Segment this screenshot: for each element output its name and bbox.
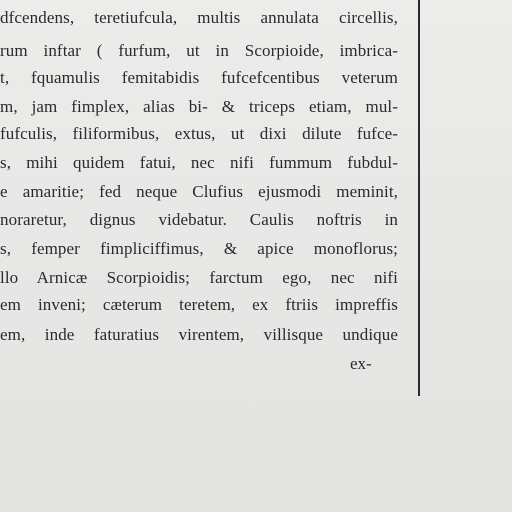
text-line: em inveni; cæterum teretem, ex ftriis impreffis [0, 295, 398, 314]
text-line: fufculis, filiformibus, extus, ut dixi dilute fufce- [0, 124, 398, 143]
text-line: dfcendens, teretiufcula, multis annulata circellis, [0, 8, 398, 27]
text-line: s, mihi quidem fatui, nec nifi fummum fubdul- [0, 153, 398, 172]
text-line: em, inde faturatius virentem, villisque undique [0, 325, 398, 344]
catchword: ex- [350, 354, 372, 373]
text-line: t, fquamulis femitabidis fufcefcentibus veterum [0, 68, 398, 87]
text-line: e amaritie; fed neque Clufius ejusmodi meminit, [0, 182, 398, 201]
text-line: noraretur, dignus videbatur. Caulis noftris in [0, 210, 398, 229]
text-line: m, jam fimplex, alias bi- & triceps etiam, mul- [0, 97, 398, 116]
text-line: llo Arnicæ Scorpioidis; farctum ego, nec nifi [0, 268, 398, 287]
text-line: s, femper fimpliciffimus, & apice monoflorus; [0, 239, 398, 258]
vertical-rule [418, 0, 420, 396]
text-line: rum inftar ( furfum, ut in Scorpioide, imbrica- [0, 41, 398, 60]
